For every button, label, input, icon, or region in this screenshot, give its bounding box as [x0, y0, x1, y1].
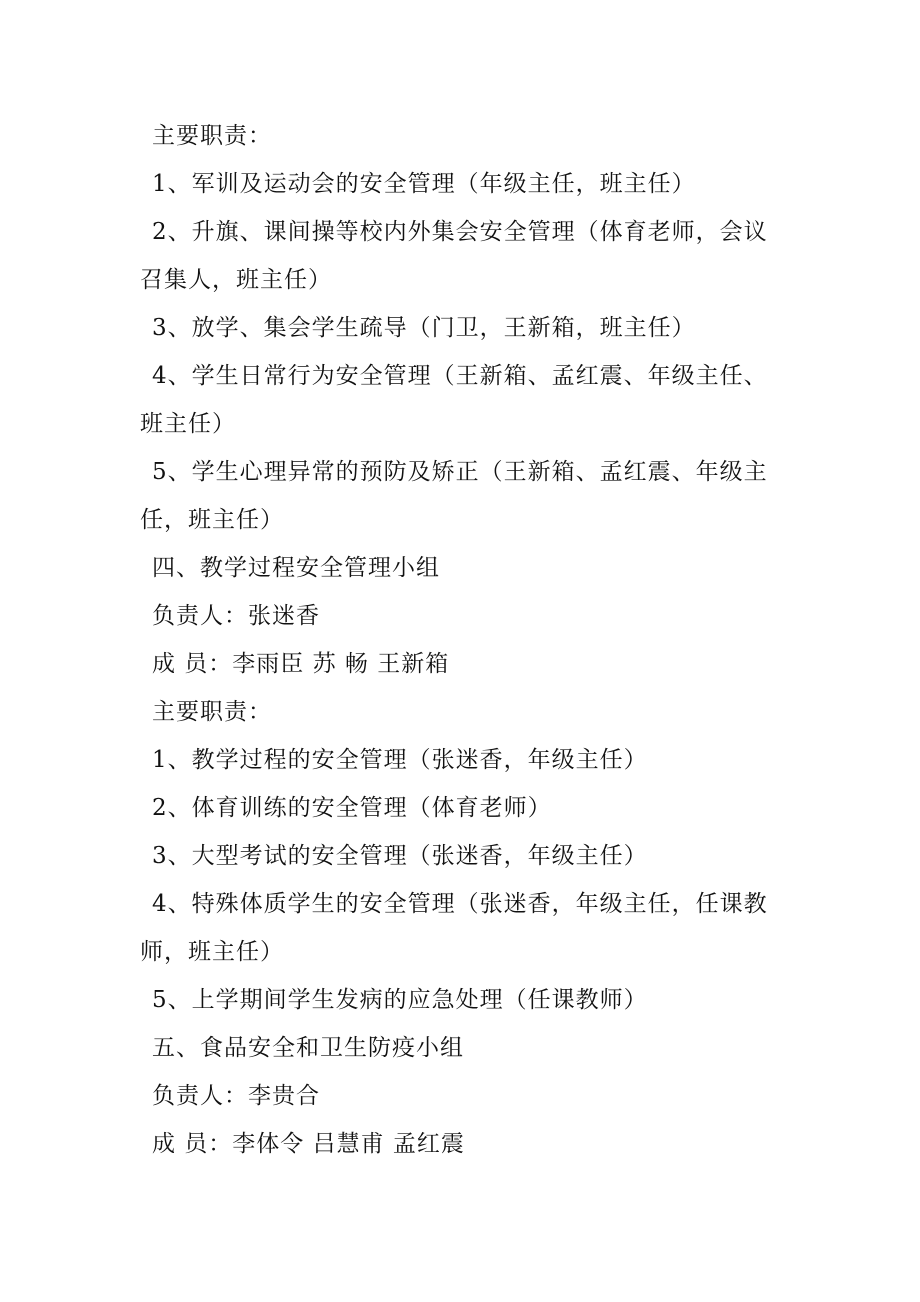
members-line: 成 员：李雨臣 苏 畅 王新箱: [152, 651, 450, 677]
text-line: 3、大型考试的安全管理（张迷香，年级主任）: [152, 843, 648, 869]
section-heading: 四、教学过程安全管理小组: [152, 555, 440, 581]
text-line-continuation: 师，班主任）: [140, 939, 284, 965]
text-line: 3、放学、集会学生疏导（门卫，王新箱，班主任）: [152, 315, 696, 341]
text-line: 5、学生心理异常的预防及矫正（王新箱、孟红震、年级主: [152, 459, 768, 485]
text-line: 2、升旗、课间操等校内外集会安全管理（体育老师，会议: [152, 219, 768, 245]
text-line: 2、体育训练的安全管理（体育老师）: [152, 795, 552, 821]
person-in-charge: 负责人：张迷香: [152, 603, 320, 629]
person-in-charge: 负责人：李贵合: [152, 1083, 320, 1109]
text-line: 4、特殊体质学生的安全管理（张迷香，年级主任，任课教: [152, 891, 768, 917]
text-line-continuation: 班主任）: [140, 411, 236, 437]
document-body: [140, 112, 812, 1168]
text-line-continuation: 召集人，班主任）: [140, 267, 332, 293]
text-line: 5、上学期间学生发病的应急处理（任课教师）: [152, 987, 648, 1013]
responsibilities-heading: 主要职责：: [152, 123, 272, 149]
members-line: 成 员：李体令 吕慧甫 孟红震: [152, 1131, 465, 1157]
text-line: 1、教学过程的安全管理（张迷香，年级主任）: [152, 747, 648, 773]
section-heading: 五、食品安全和卫生防疫小组: [152, 1035, 464, 1061]
text-line: 4、学生日常行为安全管理（王新箱、孟红震、年级主任、: [152, 363, 768, 389]
text-line: 1、军训及运动会的安全管理（年级主任，班主任）: [152, 171, 696, 197]
text-line-continuation: 任，班主任）: [140, 507, 284, 533]
responsibilities-heading: 主要职责：: [152, 699, 272, 725]
